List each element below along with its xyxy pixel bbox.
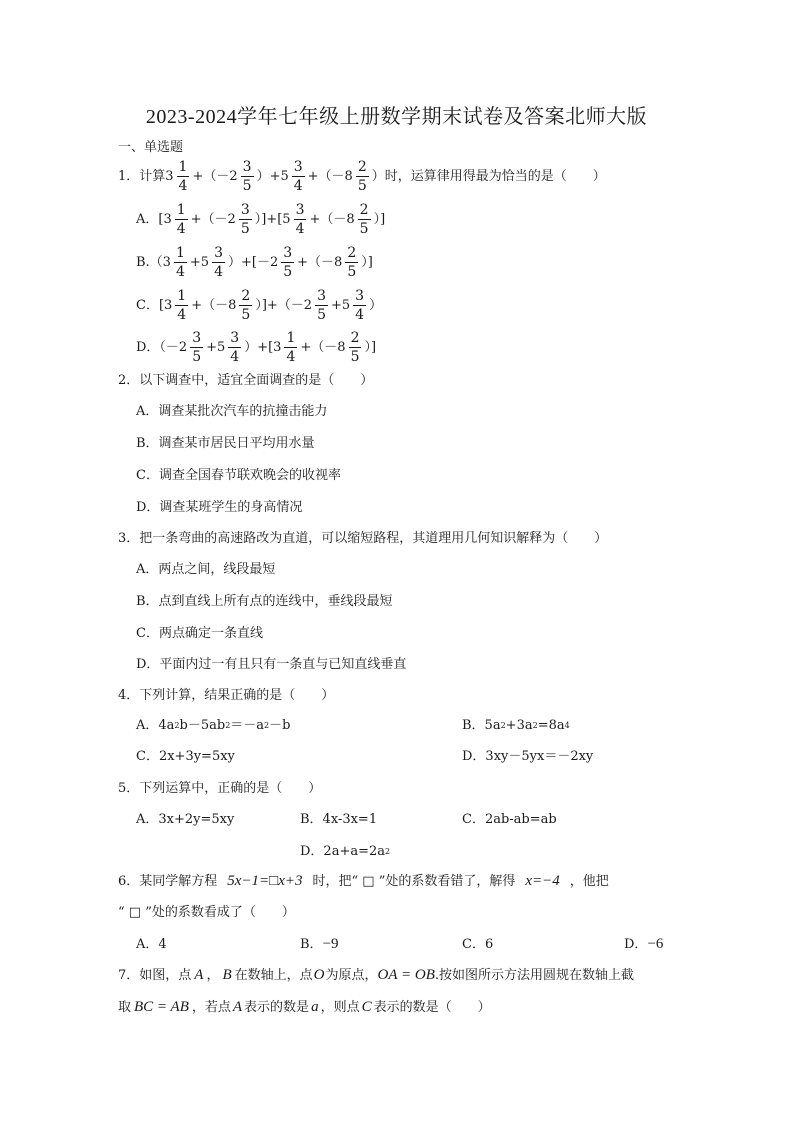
fraction: 3 5 <box>242 159 252 194</box>
question-3-option-b: B．点到直线上所有点的连线中，垂线段最短 <box>136 594 393 609</box>
fraction: 1 4 <box>175 245 185 280</box>
question-6-option-d: D． −6 <box>624 936 664 952</box>
equation: BC = AB <box>134 999 189 1015</box>
question-3-option-d: D．平面内过一有且只有一条直与已知直线垂直 <box>136 657 407 672</box>
fraction: 3 5 <box>192 330 202 365</box>
solution-expression: x=−4 <box>525 873 560 889</box>
fraction: 3 4 <box>293 159 303 194</box>
question-2-option-c: C．调查全国春节联欢晚会的收视率 <box>136 468 341 483</box>
question-3-option-a: A．两点之间，线段最短 <box>136 562 276 577</box>
question-6-stem-line-2: “ □ ”处的系数看成了（ ） <box>118 905 295 920</box>
question-4-option-a: A．4a 2 b－5ab 2 ＝－a 2 －b <box>136 718 291 733</box>
fraction: 1 4 <box>178 159 188 194</box>
question-1-option-d: D．（－2 3 5 +5 3 4 ）+[3 1 4 +（－8 2 5 ）] <box>136 330 377 365</box>
question-2-option-a: A．调查某批次汽车的抗撞击能力 <box>136 404 328 419</box>
question-7-stem-line-1: 7．如图，点 A ， B 在数轴上，点 O 为原点， OA = OB .按如图所示方法用圆规在数轴上截 <box>118 967 634 983</box>
section-heading: 一、单选题 <box>118 140 184 155</box>
question-6-option-c: C．6 <box>462 937 494 952</box>
fraction: 3 4 <box>214 245 223 280</box>
question-4-option-d: D．3xy－5yx＝－2xy <box>462 749 594 764</box>
question-5-option-a: A．3x+2y=5xy <box>136 812 235 827</box>
question-5-option-b: B．4x-3x=1 <box>300 812 378 827</box>
question-7-stem-line-2: 取 BC = AB ，若点 A 表示的数是 a ，则点 C 表示的数是（ ） <box>118 999 491 1015</box>
question-4-option-c: C．2x+3y=5xy <box>136 749 235 764</box>
question-3-stem: 3．把一条弯曲的高速路改为直道，可以缩短路程，其道理用几何知识解释为（ ） <box>118 531 608 546</box>
fraction: 2 5 <box>359 202 369 237</box>
fraction: 3 5 <box>317 288 326 323</box>
question-6-option-a: A．4 <box>136 937 167 952</box>
equation: OA = OB <box>377 967 435 983</box>
fraction: 2 5 <box>241 288 251 323</box>
fraction: 2 5 <box>347 245 357 280</box>
question-1-option-b: B.（3 1 4 +5 3 4 ）+[－2 3 5 +（－8 2 5 ）] <box>136 245 373 280</box>
question-1-option-a: A．[3 1 4 +（－2 3 5 ）]+[5 3 4 +（－8 2 5 ）] <box>136 202 386 237</box>
question-4-option-b: B．5a 2 +3a 2 =8a 4 <box>462 718 570 733</box>
question-5-option-c: C．2ab-ab=ab <box>462 812 557 827</box>
question-6-stem-line-1: 6．某同学解方程 5x−1=□x+3 时，把“ □ ”处的系数看错了，解得 x=−4 ，他把 <box>118 873 609 889</box>
fraction: 3 5 <box>240 202 250 237</box>
question-5-stem: 5．下列运算中，正确的是（ ） <box>118 781 322 796</box>
fraction: 2 5 <box>357 159 367 194</box>
question-2-option-d: D．调查某班学生的身高情况 <box>136 500 303 515</box>
fraction: 2 5 <box>350 330 360 365</box>
fraction: 3 4 <box>355 288 365 323</box>
fraction: 3 4 <box>295 202 305 237</box>
question-3-option-c: C．两点确定一条直线 <box>136 626 263 641</box>
equation: 5x−1=□x+3 <box>227 873 303 889</box>
question-4-stem: 4．下列计算，结果正确的是（ ） <box>118 688 335 703</box>
question-2-stem: 2．以下调查中，适宜全面调查的是（ ） <box>118 373 374 388</box>
fraction: 1 4 <box>286 330 296 365</box>
fraction: 1 4 <box>176 202 186 237</box>
question-5-option-d: D．2a+a=2a 2 <box>300 844 391 859</box>
fraction: 3 5 <box>283 245 293 280</box>
fraction: 1 4 <box>177 288 187 323</box>
question-2-option-b: B．调查某市居民日平均用水量 <box>136 436 315 451</box>
fraction: 3 4 <box>230 330 240 365</box>
page-title: 2023-2024学年七年级上册数学期末试卷及答案北师大版 <box>145 106 648 128</box>
question-1-option-c: C．[3 1 4 +（－8 2 5 ）]+（－2 3 5 +5 3 4 ） <box>136 288 383 323</box>
question-6-option-b: B． −9 <box>300 936 339 952</box>
question-1-stem: 1．计算3 1 4 +（－2 3 5 ）+5 3 4 +（－8 2 5 ）时，运算律用得最为恰当的是（ ） <box>118 159 606 194</box>
